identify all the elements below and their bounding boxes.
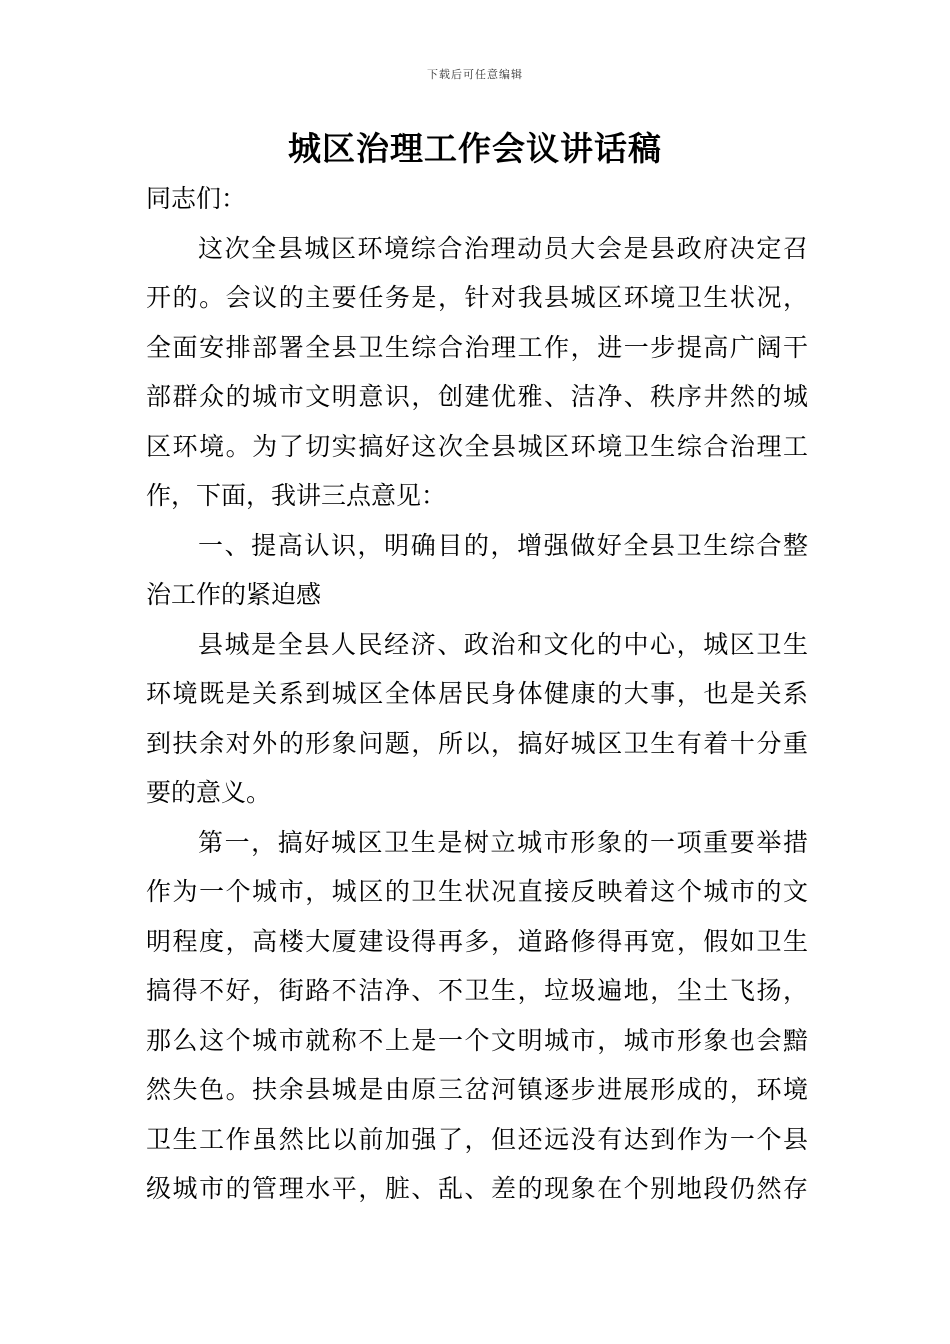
text-line: 作为一个城市，城区的卫生状况直接反映着这个城市的文: [146, 877, 808, 906]
text-line: 那么这个城市就称不上是一个文明城市，城市形象也会黯: [146, 1025, 808, 1055]
text-line: 第一，搞好城区卫生是树立城市形象的一项重要举措: [198, 827, 808, 857]
text-line: 区环境。为了切实搞好这次全县城区环境卫生综合治理工: [146, 431, 808, 461]
body-text: [146, 174, 808, 1214]
text-line: 同志们：: [146, 184, 247, 213]
document-title: 城区治理工作会议讲话稿: [288, 129, 662, 168]
text-line: 级城市的管理水平，脏、乱、差的现象在个别地段仍然存: [146, 1174, 808, 1203]
text-line: 一、提高认识，明确目的，增强做好全县卫生综合整: [198, 530, 808, 560]
text-line: 到扶余对外的形象问题，所以，搞好城区卫生有着十分重: [146, 728, 808, 758]
text-line: 全面安排部署全县卫生综合治理工作，进一步提高广阔干: [146, 332, 808, 362]
text-line: 县城是全县人民经济、政治和文化的中心，城区卫生: [198, 629, 808, 659]
text-line: 治工作的紧迫感: [146, 580, 322, 609]
text-line: 搞得不好，街路不洁净、不卫生，垃圾遍地，尘土飞扬，: [146, 976, 808, 1005]
text-line: 作，下面，我讲三点意见：: [146, 481, 447, 510]
text-line: 卫生工作虽然比以前加强了，但还远没有达到作为一个县: [146, 1124, 808, 1154]
header-note: 下载后可任意编辑: [427, 68, 523, 81]
text-line: 明程度，高楼大厦建设得再多，道路修得再宽，假如卫生: [146, 926, 808, 956]
text-line: 然失色。扶余县城是由原三岔河镇逐步进展形成的，环境: [146, 1075, 808, 1104]
text-line: 这次全县城区环境综合治理动员大会是县政府决定召: [198, 233, 808, 263]
text-line: 开的。会议的主要任务是，针对我县城区环境卫生状况，: [146, 283, 808, 312]
text-line: 环境既是关系到城区全体居民身体健康的大事，也是关系: [146, 679, 808, 708]
text-line: 部群众的城市文明意识，创建优雅、洁净、秩序井然的城: [146, 382, 808, 411]
text-line: 要的意义。: [146, 778, 272, 807]
